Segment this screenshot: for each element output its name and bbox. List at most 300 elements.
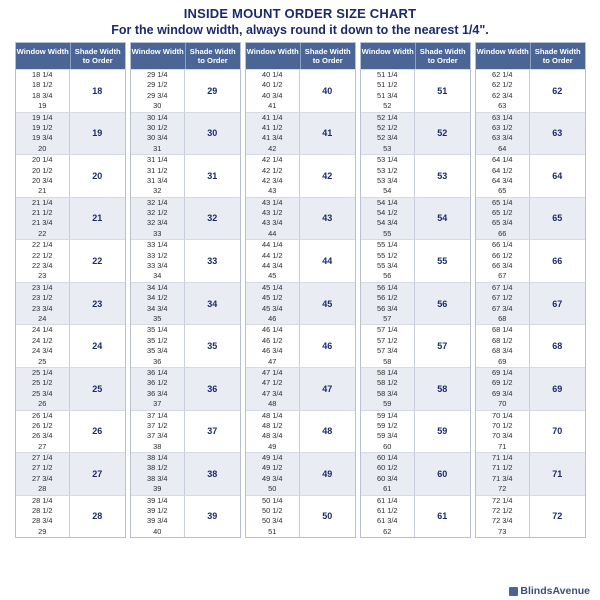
order-width-cell: 27 [92,468,103,479]
table-header-row [16,43,125,69]
table-row [361,367,470,410]
window-width-value: 58 3/4 [376,388,398,398]
window-width-cell [361,411,416,453]
column-header-window-width: Window Width [131,47,184,56]
window-width-value: 40 1/4 [261,70,283,79]
window-width-value: 21 3/4 [31,218,53,228]
window-width-value: 62 3/4 [491,90,513,100]
window-width-value: 55 1/2 [376,250,398,260]
table-row [361,69,470,112]
window-width-value: 47 1/2 [261,378,283,388]
table-row [131,112,240,155]
order-width-cell: 56 [437,298,448,309]
window-width-value: 23 [38,271,47,281]
window-width-value: 47 1/4 [261,367,283,377]
window-width-value: 50 3/4 [261,516,283,526]
window-width-value: 30 1/2 [146,122,168,132]
table-row [246,112,355,155]
window-width-value: 49 3/4 [261,473,283,483]
window-width-value: 67 1/4 [491,282,513,292]
window-width-value: 54 3/4 [376,218,398,228]
window-width-value: 25 3/4 [31,388,53,398]
order-width-cell: 45 [322,298,333,309]
window-width-value: 29 1/2 [146,80,168,90]
window-width-cell [476,496,531,538]
window-width-cell [16,411,71,453]
column-header-window-width: Window Width [246,47,299,56]
window-width-value: 23 1/4 [31,282,53,292]
order-width-cell: 66 [552,256,563,267]
window-width-value: 69 1/4 [491,367,513,377]
window-width-value: 54 1/4 [376,197,398,207]
table-row [246,324,355,367]
window-width-value: 40 3/4 [261,90,283,100]
window-width-value: 41 [268,101,277,111]
window-width-value: 57 1/4 [376,325,398,335]
window-width-cell [246,155,301,197]
window-width-cell [361,113,416,155]
window-width-value: 53 [383,143,392,153]
order-width-cell: 41 [322,128,333,139]
table-row [246,154,355,197]
window-width-cell [16,240,71,282]
order-width-cell: 39 [207,511,218,522]
window-width-value: 48 [268,399,277,409]
window-width-value: 56 [383,271,392,281]
window-width-value: 25 1/4 [31,367,53,377]
order-width-cell: 47 [322,383,333,394]
window-width-value: 59 [383,399,392,409]
table-row [476,197,585,240]
window-width-value: 53 3/4 [376,175,398,185]
window-width-value: 61 1/4 [376,495,398,505]
order-width-cell: 24 [92,341,103,352]
table-row [246,69,355,112]
window-width-value: 52 3/4 [376,133,398,143]
window-width-value: 37 1/4 [146,410,168,420]
window-width-value: 35 3/4 [146,346,168,356]
window-width-value: 33 [153,228,162,238]
window-width-value: 47 [268,356,277,366]
column-header-order-width: Shade Width to Order [530,43,585,69]
window-width-value: 32 1/2 [146,208,168,218]
size-chart-block [15,42,126,538]
window-width-value: 34 3/4 [146,303,168,313]
window-width-value: 28 1/2 [31,506,53,516]
table-row [131,282,240,325]
window-width-value: 50 [268,484,277,494]
window-width-value: 30 1/4 [146,112,168,122]
window-width-value: 31 [153,143,162,153]
window-width-cell [476,70,531,112]
table-row [16,69,125,112]
window-width-value: 19 1/2 [31,122,53,132]
window-width-cell [476,155,531,197]
window-width-cell [131,240,186,282]
table-row [16,452,125,495]
window-width-value: 48 1/2 [261,420,283,430]
table-row [131,410,240,453]
window-width-value: 67 1/2 [491,293,513,303]
window-width-value: 44 [268,228,277,238]
window-width-value: 70 3/4 [491,431,513,441]
window-width-value: 31 3/4 [146,175,168,185]
window-width-value: 73 [498,526,507,536]
window-width-cell [131,283,186,325]
window-width-value: 24 [38,313,47,323]
table-row [16,197,125,240]
window-width-value: 21 1/2 [31,208,53,218]
window-width-value: 70 [498,399,507,409]
window-width-cell [16,113,71,155]
table-row [16,154,125,197]
order-width-cell: 53 [437,170,448,181]
window-width-value: 29 [38,526,47,536]
window-width-value: 33 1/4 [146,240,168,250]
window-width-value: 66 [498,228,507,238]
window-width-value: 21 1/4 [31,197,53,207]
window-width-cell [16,198,71,240]
window-width-cell [16,496,71,538]
window-width-cell [131,453,186,495]
table-row [246,239,355,282]
table-row [361,452,470,495]
window-width-value: 22 1/2 [31,250,53,260]
table-header-row [246,43,355,69]
window-width-cell [361,198,416,240]
order-width-cell: 26 [92,426,103,437]
window-width-cell [476,198,531,240]
window-width-value: 41 3/4 [261,133,283,143]
window-width-cell [131,496,186,538]
table-row [361,239,470,282]
window-width-value: 37 [153,399,162,409]
order-width-cell: 57 [437,341,448,352]
table-row [361,324,470,367]
window-width-value: 32 3/4 [146,218,168,228]
order-width-cell: 29 [207,85,218,96]
order-width-cell: 51 [437,85,448,96]
size-chart-block [130,42,241,538]
order-width-cell: 34 [207,298,218,309]
window-width-value: 20 3/4 [31,175,53,185]
table-row [476,495,585,538]
window-width-value: 24 1/4 [31,325,53,335]
window-width-value: 26 [38,399,47,409]
table-row [131,324,240,367]
window-width-value: 48 3/4 [261,431,283,441]
table-row [131,154,240,197]
window-width-value: 35 [153,313,162,323]
table-row [246,367,355,410]
window-width-value: 22 3/4 [31,261,53,271]
order-width-cell: 36 [207,383,218,394]
order-width-cell: 68 [552,341,563,352]
window-width-value: 67 3/4 [491,303,513,313]
window-width-value: 57 [383,313,392,323]
order-width-cell: 62 [552,85,563,96]
window-width-value: 65 1/4 [491,197,513,207]
window-width-value: 38 1/2 [146,463,168,473]
column-header-order-width: Shade Width to Order [70,43,125,69]
size-chart-block [360,42,471,538]
window-width-value: 51 [268,526,277,536]
table-row [16,324,125,367]
window-width-cell [246,368,301,410]
order-width-cell: 28 [92,511,103,522]
window-width-value: 58 1/4 [376,367,398,377]
window-width-value: 62 1/4 [491,70,513,79]
window-width-value: 28 3/4 [31,516,53,526]
window-width-value: 68 [498,313,507,323]
window-width-value: 72 1/4 [491,495,513,505]
window-width-value: 43 1/2 [261,208,283,218]
window-width-value: 62 1/2 [491,80,513,90]
window-width-cell [361,240,416,282]
window-width-cell [246,453,301,495]
table-row [131,452,240,495]
window-width-cell [361,325,416,367]
window-width-value: 52 1/4 [376,112,398,122]
window-width-cell [16,325,71,367]
window-width-value: 39 1/4 [146,495,168,505]
column-header-order-width: Shade Width to Order [415,43,470,69]
table-row [246,282,355,325]
window-width-value: 27 1/4 [31,453,53,463]
window-width-value: 52 [383,101,392,111]
window-width-value: 51 1/4 [376,70,398,79]
window-width-value: 53 1/2 [376,165,398,175]
window-width-value: 44 1/2 [261,250,283,260]
window-width-cell [16,283,71,325]
window-width-value: 30 [153,101,162,111]
window-width-cell [16,453,71,495]
table-row [246,452,355,495]
window-width-value: 32 [153,186,162,196]
window-width-cell [246,411,301,453]
window-width-value: 29 3/4 [146,90,168,100]
window-width-value: 39 1/2 [146,506,168,516]
order-width-cell: 61 [437,511,448,522]
table-header-row [131,43,240,69]
window-width-cell [476,283,531,325]
brand-name: BlindsAvenue [520,585,590,597]
window-width-cell [476,368,531,410]
column-header-window-width: Window Width [361,47,414,56]
window-width-value: 72 3/4 [491,516,513,526]
window-width-value: 36 3/4 [146,388,168,398]
order-width-cell: 23 [92,298,103,309]
window-width-value: 20 [38,143,47,153]
window-width-value: 19 [38,101,47,111]
table-row [246,410,355,453]
window-width-value: 37 1/2 [146,420,168,430]
window-width-cell [16,368,71,410]
window-width-value: 43 1/4 [261,197,283,207]
order-width-cell: 37 [207,426,218,437]
window-width-value: 59 1/4 [376,410,398,420]
window-width-value: 40 1/2 [261,80,283,90]
table-row [361,197,470,240]
window-width-value: 51 1/2 [376,80,398,90]
window-width-value: 64 1/4 [491,155,513,165]
window-width-value: 63 1/4 [491,112,513,122]
column-header-window-width: Window Width [476,47,529,56]
window-width-value: 25 [38,356,47,366]
window-width-value: 65 3/4 [491,218,513,228]
table-row [16,410,125,453]
window-width-value: 18 1/2 [31,80,53,90]
window-width-value: 62 [383,526,392,536]
window-width-value: 45 3/4 [261,303,283,313]
window-width-value: 48 1/4 [261,410,283,420]
window-width-cell [476,411,531,453]
window-width-value: 71 1/4 [491,453,513,463]
window-width-value: 52 1/2 [376,122,398,132]
window-width-value: 69 [498,356,507,366]
window-width-cell [361,283,416,325]
size-chart-block [475,42,586,538]
window-width-value: 34 1/4 [146,282,168,292]
window-width-value: 38 [153,441,162,451]
table-row [16,112,125,155]
window-width-value: 33 1/2 [146,250,168,260]
window-width-value: 72 1/2 [491,506,513,516]
window-width-cell [131,70,186,112]
order-width-cell: 20 [92,170,103,181]
window-width-cell [246,198,301,240]
window-width-value: 22 [38,228,47,238]
window-width-value: 54 1/2 [376,208,398,218]
window-width-cell [476,113,531,155]
window-width-value: 39 [153,484,162,494]
window-width-cell [361,368,416,410]
table-row [361,112,470,155]
window-width-value: 30 3/4 [146,133,168,143]
window-width-value: 59 1/2 [376,420,398,430]
order-width-cell: 38 [207,468,218,479]
window-width-cell [131,198,186,240]
column-header-window-width: Window Width [16,47,69,56]
window-width-value: 67 [498,271,507,281]
table-row [131,495,240,538]
order-width-cell: 21 [92,213,103,224]
window-width-value: 70 1/2 [491,420,513,430]
table-row [476,282,585,325]
window-width-value: 45 1/2 [261,293,283,303]
window-width-value: 68 1/4 [491,325,513,335]
window-width-cell [131,368,186,410]
column-header-order-width: Shade Width to Order [300,43,355,69]
window-width-value: 65 1/2 [491,208,513,218]
brand-mark-icon [509,587,518,596]
window-width-value: 23 3/4 [31,303,53,313]
table-row [16,282,125,325]
order-width-cell: 55 [437,256,448,267]
window-width-value: 20 1/4 [31,155,53,165]
window-width-value: 43 [268,186,277,196]
window-width-value: 47 3/4 [261,388,283,398]
table-header-row [361,43,470,69]
window-width-value: 50 1/4 [261,495,283,505]
window-width-value: 64 [498,143,507,153]
window-width-value: 25 1/2 [31,378,53,388]
table-row [16,239,125,282]
window-width-cell [131,411,186,453]
window-width-value: 27 [38,441,47,451]
window-width-value: 68 1/2 [491,335,513,345]
table-row [16,495,125,538]
window-width-value: 57 3/4 [376,346,398,356]
window-width-value: 42 [268,143,277,153]
window-width-value: 45 1/4 [261,282,283,292]
window-width-value: 68 3/4 [491,346,513,356]
window-width-value: 64 1/2 [491,165,513,175]
window-width-value: 60 1/4 [376,453,398,463]
window-width-value: 49 1/2 [261,463,283,473]
window-width-cell [246,70,301,112]
window-width-value: 27 3/4 [31,473,53,483]
order-width-cell: 42 [322,170,333,181]
table-row [131,69,240,112]
table-row [16,367,125,410]
table-row [476,154,585,197]
table-row [131,239,240,282]
order-width-cell: 54 [437,213,448,224]
table-row [476,324,585,367]
window-width-value: 53 1/4 [376,155,398,165]
table-row [361,154,470,197]
window-width-value: 36 [153,356,162,366]
order-width-cell: 63 [552,128,563,139]
window-width-value: 70 1/4 [491,410,513,420]
window-width-value: 38 3/4 [146,473,168,483]
table-row [131,197,240,240]
window-width-value: 26 1/2 [31,420,53,430]
window-width-value: 42 1/2 [261,165,283,175]
window-width-cell [131,155,186,197]
window-width-value: 69 1/2 [491,378,513,388]
table-row [131,367,240,410]
page-title: INSIDE MOUNT ORDER SIZE CHART [183,6,417,21]
window-width-value: 44 3/4 [261,261,283,271]
window-width-value: 56 1/4 [376,282,398,292]
brand-logo [509,585,590,597]
window-width-value: 63 [498,101,507,111]
window-width-value: 36 1/2 [146,378,168,388]
window-width-value: 31 1/4 [146,155,168,165]
order-width-cell: 44 [322,256,333,267]
window-width-cell [246,113,301,155]
window-width-value: 46 [268,313,277,323]
window-width-value: 28 1/4 [31,495,53,505]
window-width-value: 19 3/4 [31,133,53,143]
window-width-value: 63 1/2 [491,122,513,132]
order-width-cell: 22 [92,256,103,267]
window-width-value: 37 3/4 [146,431,168,441]
order-width-cell: 48 [322,426,333,437]
table-row [476,239,585,282]
window-width-value: 60 3/4 [376,473,398,483]
table-row [476,112,585,155]
order-width-cell: 43 [322,213,333,224]
window-width-value: 44 1/4 [261,240,283,250]
window-width-value: 54 [383,186,392,196]
window-width-value: 41 1/2 [261,122,283,132]
order-width-cell: 49 [322,468,333,479]
order-width-cell: 70 [552,426,563,437]
window-width-cell [361,496,416,538]
